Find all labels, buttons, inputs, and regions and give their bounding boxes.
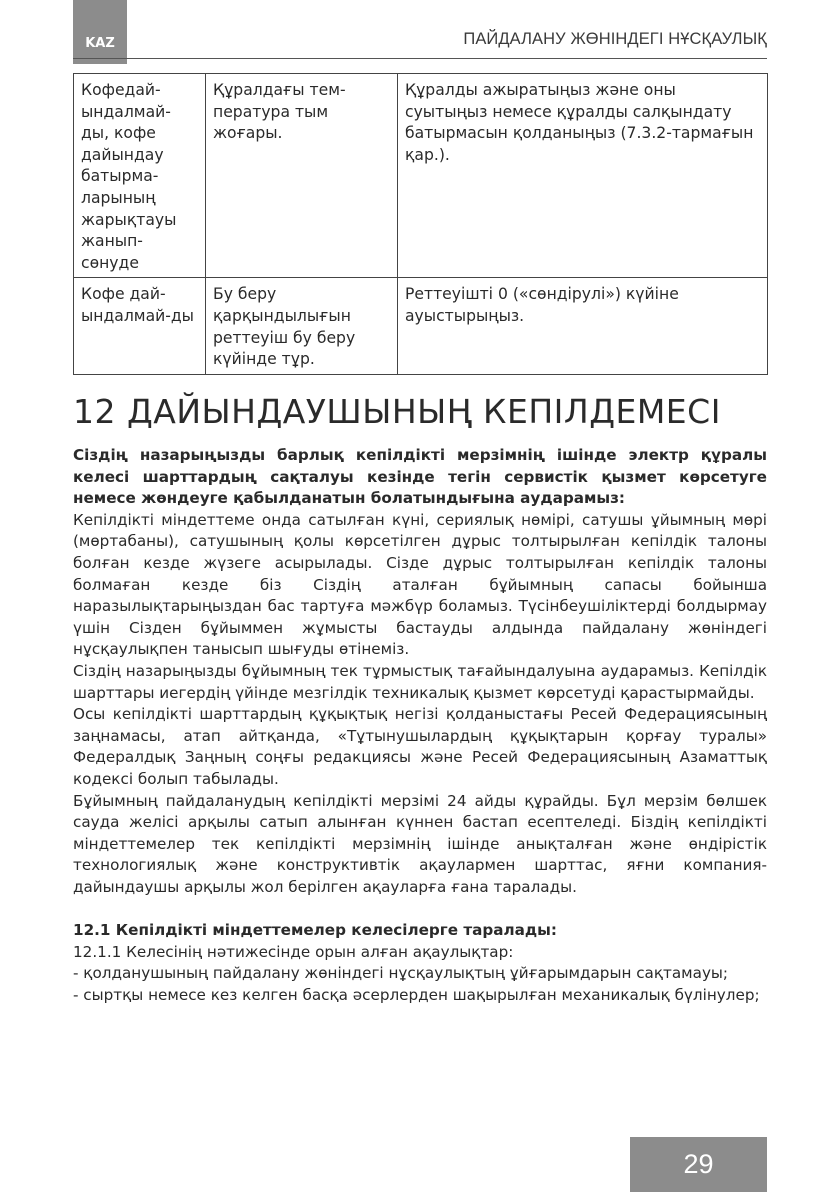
header-divider [73, 58, 767, 59]
solution-cell: Реттеуішті 0 («сөндірулі») күйіне ауыстырыңыз. [398, 278, 768, 374]
section-title: 12 ДАЙЫНДАУШЫНЫҢ КЕПІЛДЕМЕСІ [73, 392, 721, 431]
subsection-line: - сыртқы немесе кез келген басқа әсерлерден шақырылған механикалық бүлінулер; [73, 985, 760, 1004]
body-paragraph: Осы кепілдікті шарттардың құқықтық негізі қолданыстағы Ресей Федерациясының заңнамасы, атап айтқанда, «Тұтынушылардың құқықтарын қорғау туралы» Федералдық Заңның соңғы редакциясы және Ресей Федерациясының Азаматтық кодексі болып табылады. [73, 705, 767, 788]
subsection-line: 12.1.1 Келесінің нәтижесінде орын алған ақаулықтар: [73, 942, 514, 961]
cause-cell: Бу беру қарқындылығын реттеуіш бу беру күйінде тұр. [206, 278, 398, 374]
manual-header-title: ПАЙДАЛАНУ ЖӨНІНДЕГІ НҰСҚАУЛЫҚ [463, 30, 767, 48]
troubleshooting-table [73, 73, 768, 375]
subsection-line: - қолданушының пайдалану жөніндегі нұсқаулықтың ұйғарымдарын сақтамауы; [73, 964, 729, 983]
language-code: KAZ [85, 36, 115, 51]
page-number: 29 [630, 1137, 767, 1192]
table-row [74, 278, 768, 374]
intro-paragraph: Сіздің назарыңызды барлық кепілдікті мерзімнің ішінде электр құралы келесі шарттардың сақталуы кезінде тегін сервистік қызмет көрсетуге немесе жөндеуге қабылданатын болатындығына аударамыз: [73, 446, 767, 508]
problem-cell: Кофедай-ындалмай-ды, кофе дайындау батырма-ларының жарықтауы жанып-сөнуде [74, 74, 206, 278]
body-paragraph: Кепілдікті міндеттеме онда сатылған күні, сериялық нөмірі, сатушы ұйымның мөрі (мөртабаны), сатушының қолы көрсетілген дұрыс толтырылған кепілдік талоны болған кезде жүзеге асырылады. Сізде дұрыс толтырылған кепілдік талоны болмаған кезде біз Сіздің аталған бұйымның сапасы бойынша наразылықтарыңыздан бас тартуға мәжбүр боламыз. Түсінбеушіліктерді болдырмау үшін Сізден бұйыммен жұмысты бастауды алдында пайдалану жөніндегі нұсқаулықпен танысып шығуды өтінеміз. [73, 510, 767, 659]
table-row [74, 74, 768, 278]
problem-cell: Кофе дай-ындалмай-ды [74, 278, 206, 374]
body-paragraph: Сіздің назарыңызды бұйымның тек тұрмыстық тағайындалуына аударамыз. Кепілдік шарттары иегердің үйінде мезгілдік техникалық қызмет көрсетуді қарастырмайды. [73, 661, 767, 702]
subsection-title: 12.1 Кепілдікті міндеттемелер келесілерге таралады: [73, 921, 557, 940]
warranty-text [73, 445, 767, 1006]
body-paragraph: Бұйымның пайдаланудың кепілдікті мерзімі 24 айды құрайды. Бұл мерзім бөлшек сауда желісі арқылы сатып алынған күннен бастап есептеледі. Біздің кепілдікті міндеттемелер тек кепілдікті мерзімнің ішінде анықталған және өндірістік технологиялық және конструктивтік ақаулармен шарттас, яғни компания-дайындаушы арқылы жол берілген ақауларға ғана таралады. [73, 791, 767, 896]
solution-cell: Құралды ажыратыңыз және оны суытыңыз немесе құралды салқындату батырмасын қолданыңыз (7.3.2-тармағын қар.). [398, 74, 768, 278]
language-tab [73, 0, 127, 64]
cause-cell: Құралдағы тем-пература тым жоғары. [206, 74, 398, 278]
